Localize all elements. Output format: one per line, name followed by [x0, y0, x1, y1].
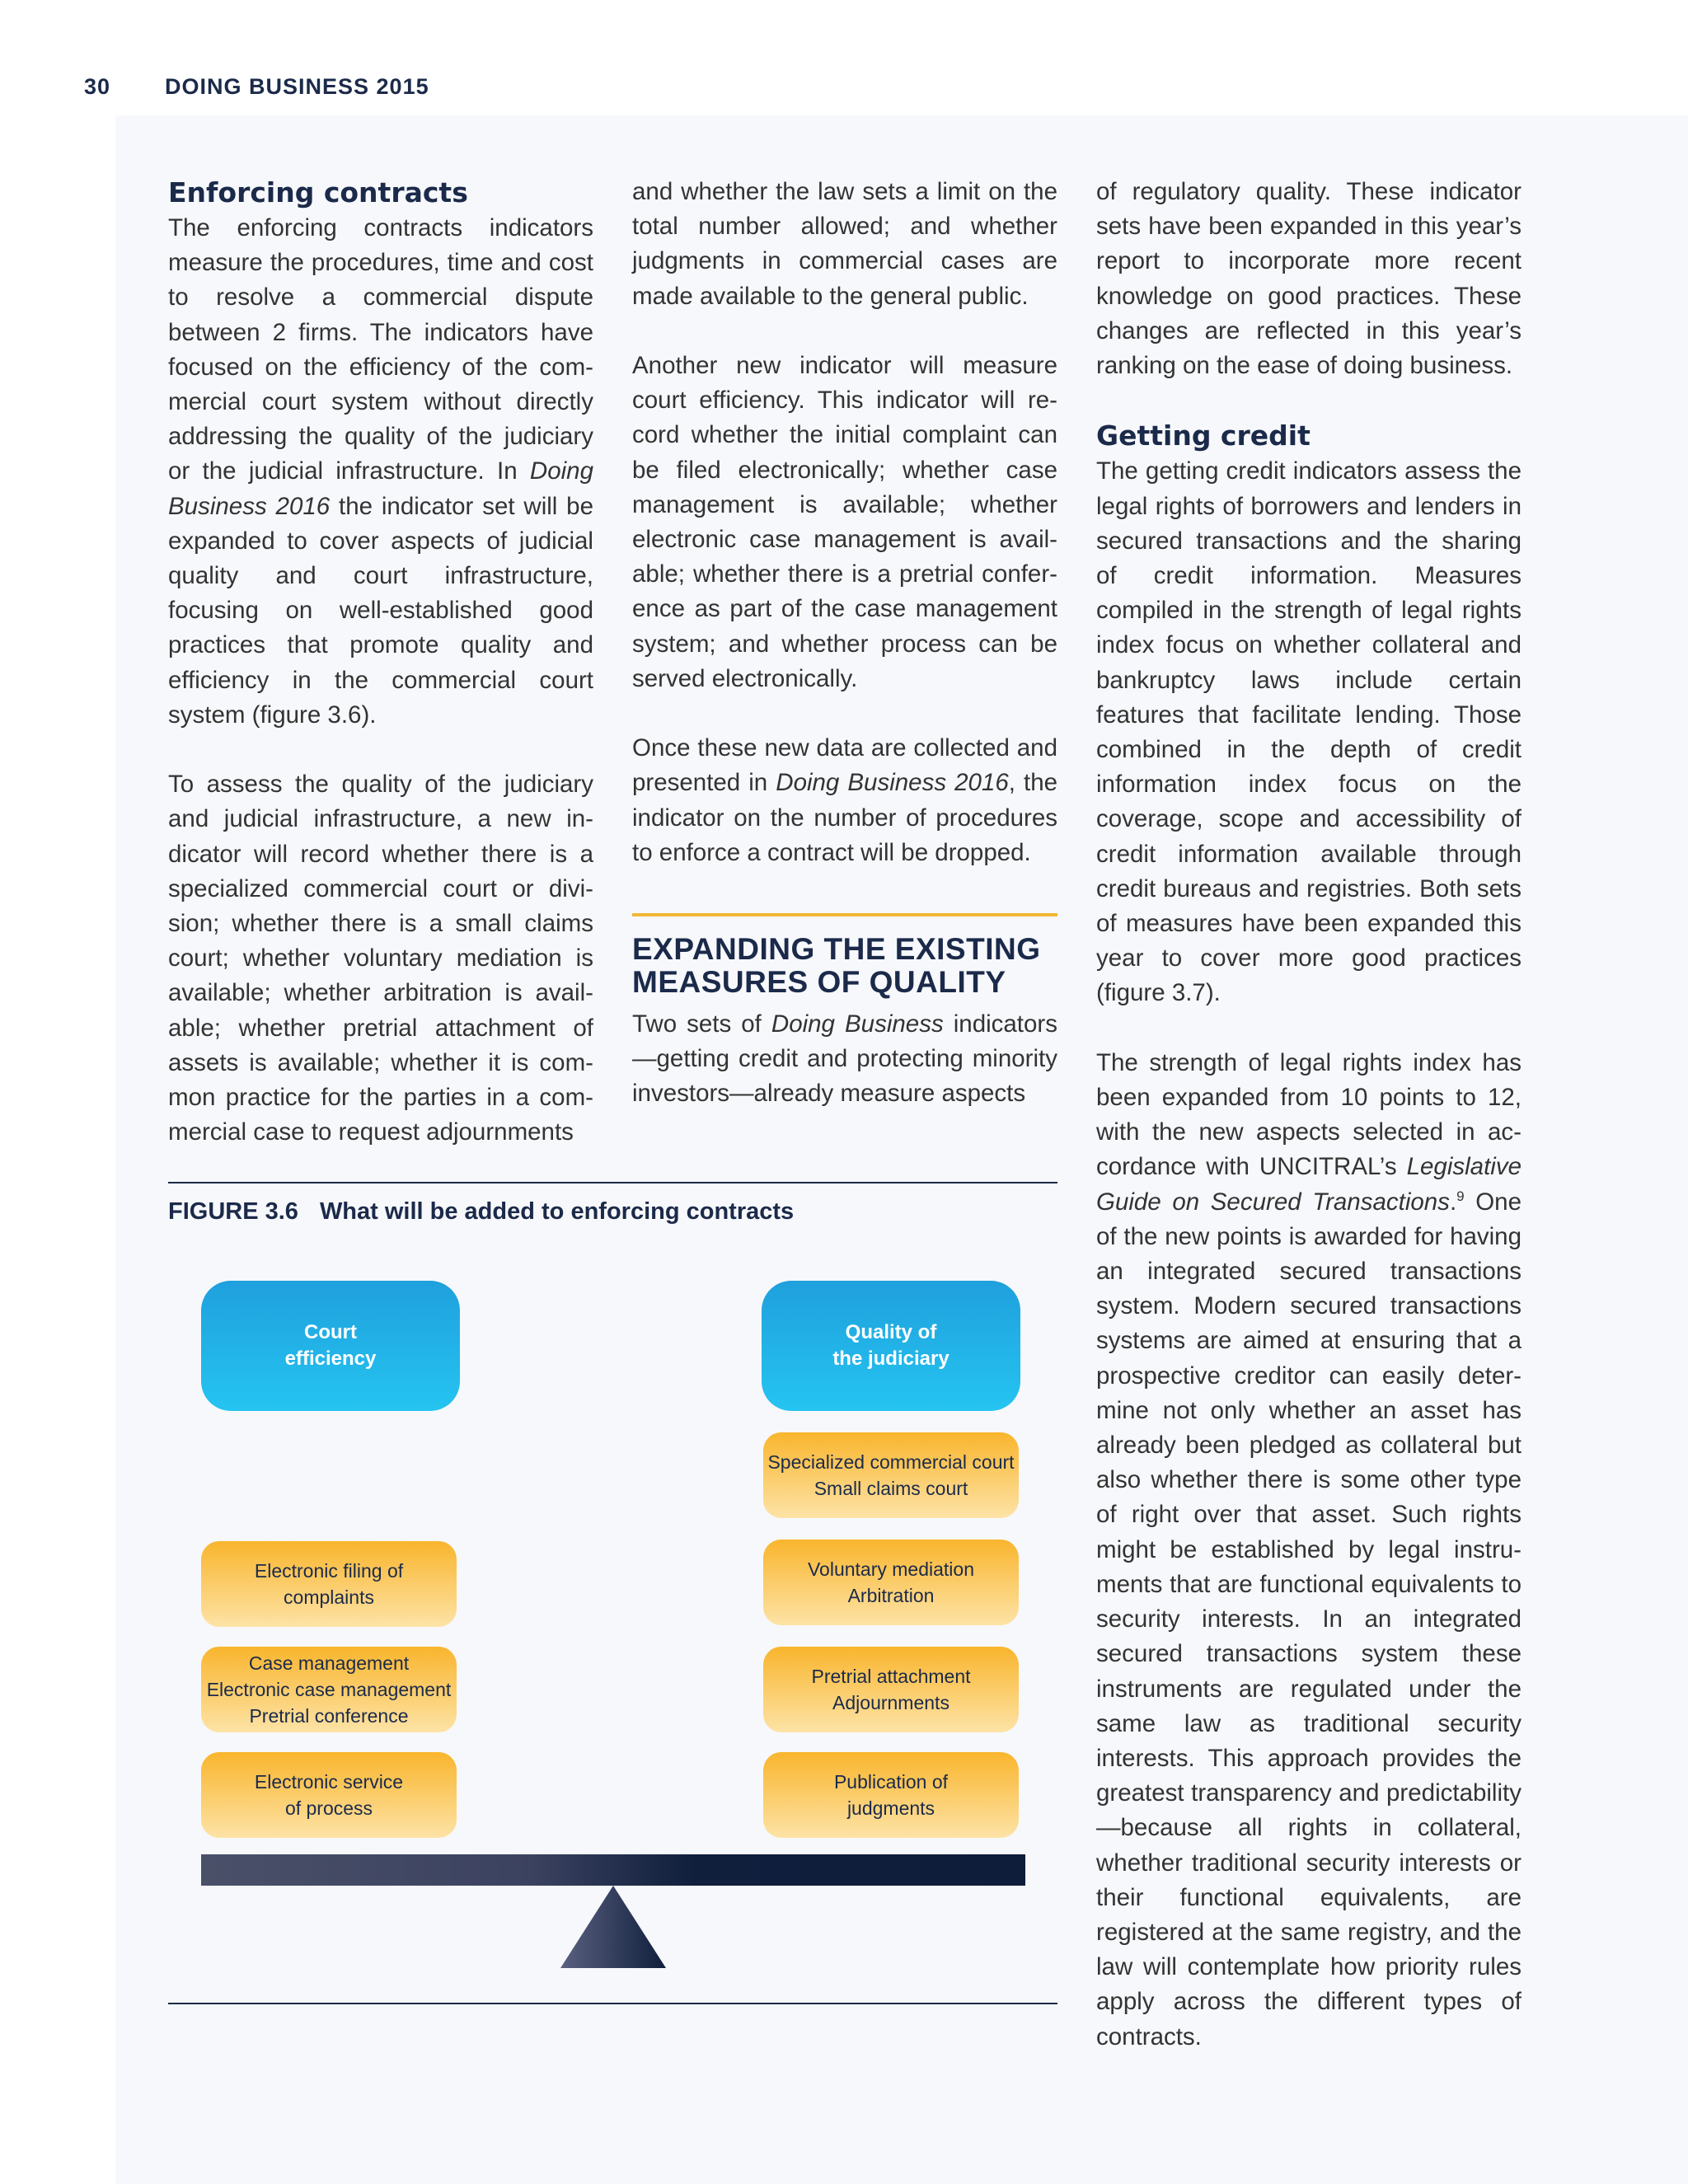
- footnote-marker: 9: [1456, 1188, 1465, 1204]
- box-line: Court: [304, 1321, 357, 1343]
- text: The enforcing contracts indicators measure the procedures, time and cost to resolve a commercial dispute between 2 firms. The indicators have focused on the efficiency of the commercial court system without directly addressing the quality of the judiciary or the judicial infrastructure. In: [168, 214, 593, 485]
- box-line: Publication of: [833, 1771, 949, 1793]
- column-1: [168, 175, 593, 1185]
- section-heading-enforcing-contracts: Enforcing contracts: [168, 176, 468, 209]
- box-line: efficiency: [284, 1347, 377, 1370]
- italic-title: Doing Business 2016: [168, 457, 593, 520]
- box-line: Case management: [248, 1652, 410, 1674]
- box-line: Arbitration: [847, 1585, 935, 1606]
- box-line: Pretrial conference: [249, 1705, 409, 1727]
- paragraph: [168, 211, 593, 733]
- running-head: [84, 74, 429, 100]
- box-line: Pretrial attachment: [811, 1666, 971, 1687]
- figure-caption: [168, 1198, 794, 1226]
- box-line: Electronic case management: [206, 1679, 452, 1700]
- italic-title: Doing Business: [771, 1010, 944, 1038]
- italic-title: Legislative Guide on Secured Transactions: [1096, 1153, 1522, 1216]
- box-line: judgments: [846, 1797, 935, 1819]
- paragraph: [1096, 1046, 1522, 2055]
- specialized-court-box: [763, 1432, 1019, 1518]
- page-number: 30: [84, 74, 111, 99]
- figure-title: What will be added to enforcing contracts: [319, 1198, 795, 1225]
- box-line: Small claims court: [814, 1478, 968, 1499]
- text: the indicator set will be expanded to cover aspects of judicial quality and court infrastructure, focusing on well-established good practices that promote quality and efficiency in the commercial court system (figure 3.6).: [168, 492, 593, 729]
- paragraph: The getting credit indicators assess the legal rights of borrowers and lenders in secured transactions and the sharing of credit information. Measures compiled in the strength of legal rights index focus on whether collateral and bankruptcy laws include certain features that facilitate lending. Those combined in the depth of credit information index focus on the coverage, scope and accessibility of credit information available through credit bureaus and registries. Both sets of measures have been expanded this year to cover more good practices (figure 3.7).: [1096, 457, 1522, 1007]
- case-management-box: [201, 1647, 457, 1732]
- text: Two sets of: [632, 1010, 771, 1038]
- box-line: Specialized commercial court: [767, 1451, 1015, 1473]
- box-rule: [632, 913, 1057, 916]
- text: , the indicator on the number of procedures to enforce a contract will be dropped.: [632, 769, 1058, 866]
- figure-top-rule: [168, 1182, 1057, 1183]
- section-heading-getting-credit: Getting credit: [1096, 419, 1311, 452]
- figure-3-6: [168, 1182, 1057, 2004]
- paragraph: of regulatory quality. These indicator sets have been expanded in this year’s report to incorporate more recent knowledge on good practices. These changes are reflected in this year’s ranking on the ease of doing business.: [1096, 178, 1522, 380]
- paragraph: and whether the law sets a limit on the total number allowed; and whether judgments in commercial cases are made available to the general public.: [632, 178, 1057, 310]
- mediation-arbitration-box: [763, 1540, 1019, 1625]
- text: .: [1449, 1188, 1457, 1216]
- text: indicators—getting credit and protecting minority investors—already measure aspects: [632, 1010, 1057, 1108]
- scale-beam: [201, 1854, 1025, 1886]
- box-line: Adjournments: [832, 1692, 950, 1713]
- box-line: of process: [284, 1797, 373, 1819]
- paragraph: To assess the quality of the judiciary and judicial infrastructure, a new indicator will record whether there is a specialized commercial court or division; whether there is a small claims court; whether voluntary mediation is available; whether arbitration is available; whether pretrial attachment of assets is available; whether it is common practice for the parties in a commercial case to request adjournments: [168, 771, 593, 1146]
- paragraph: [632, 731, 1057, 870]
- scale-fulcrum-icon: [560, 1886, 666, 1968]
- box-line: the judiciary: [832, 1347, 950, 1370]
- electronic-filing-box: [201, 1541, 457, 1627]
- publication-judgments-box: [763, 1752, 1019, 1838]
- figure-number: FIGURE 3.6: [168, 1198, 298, 1225]
- box-line: Electronic service: [254, 1771, 404, 1793]
- italic-title: Doing Business 2016: [776, 769, 1009, 797]
- text: The strength of legal rights index has been expanded from 10 points to 12, with the new aspects selected in accordance with UNCITRAL’s: [1096, 1048, 1522, 1181]
- electronic-service-box: [201, 1752, 457, 1838]
- box-title: EXPANDING THE EXISTING MEASURES OF QUALITY: [632, 932, 1041, 1000]
- box-line: Quality of: [845, 1321, 937, 1343]
- box-line: Voluntary mediation: [807, 1558, 974, 1580]
- column-3: [1096, 175, 1522, 2089]
- quality-of-judiciary-box: [762, 1281, 1020, 1411]
- publication-title: DOING BUSINESS 2015: [165, 74, 429, 99]
- paragraph: Another new indicator will measure court efficiency. This indicator will record whether the initial complaint can be filed electronically; whether case management is available; whether electronic case management is available; whether there is a pretrial conference as part of the case management system; and whether process can be served electronically.: [632, 352, 1057, 692]
- paragraph: [632, 1007, 1057, 1112]
- column-2: [632, 175, 1057, 1112]
- court-efficiency-box: [201, 1281, 460, 1411]
- text: One of the new points is awarded for having an integrated secured transactions system. Modern secured transactions systems are aimed at ensuring that a prospective creditor can easily determine not only whether an asset has already been pledged as collateral but also whether there is some other type of right over that asset. Such rights might be established by legal instruments that are functional equivalents to security interests. In an integrated secured transactions system these instruments are regulated under the same law as traditional security interests. This approach provides the greatest transparency and predictability—because all rights in collateral, whether traditional security interests or their functional equivalents, are registered at the same registry, and the law will contemplate how priority rules apply across the different types of contracts.: [1096, 1188, 1522, 2050]
- figure-bottom-rule: [168, 2003, 1057, 2004]
- text: Once these new data are collected and presented in: [632, 734, 1057, 797]
- box-line: complaints: [284, 1586, 374, 1608]
- box-line: Electronic filing of: [254, 1560, 404, 1582]
- pretrial-attachment-box: [763, 1647, 1019, 1732]
